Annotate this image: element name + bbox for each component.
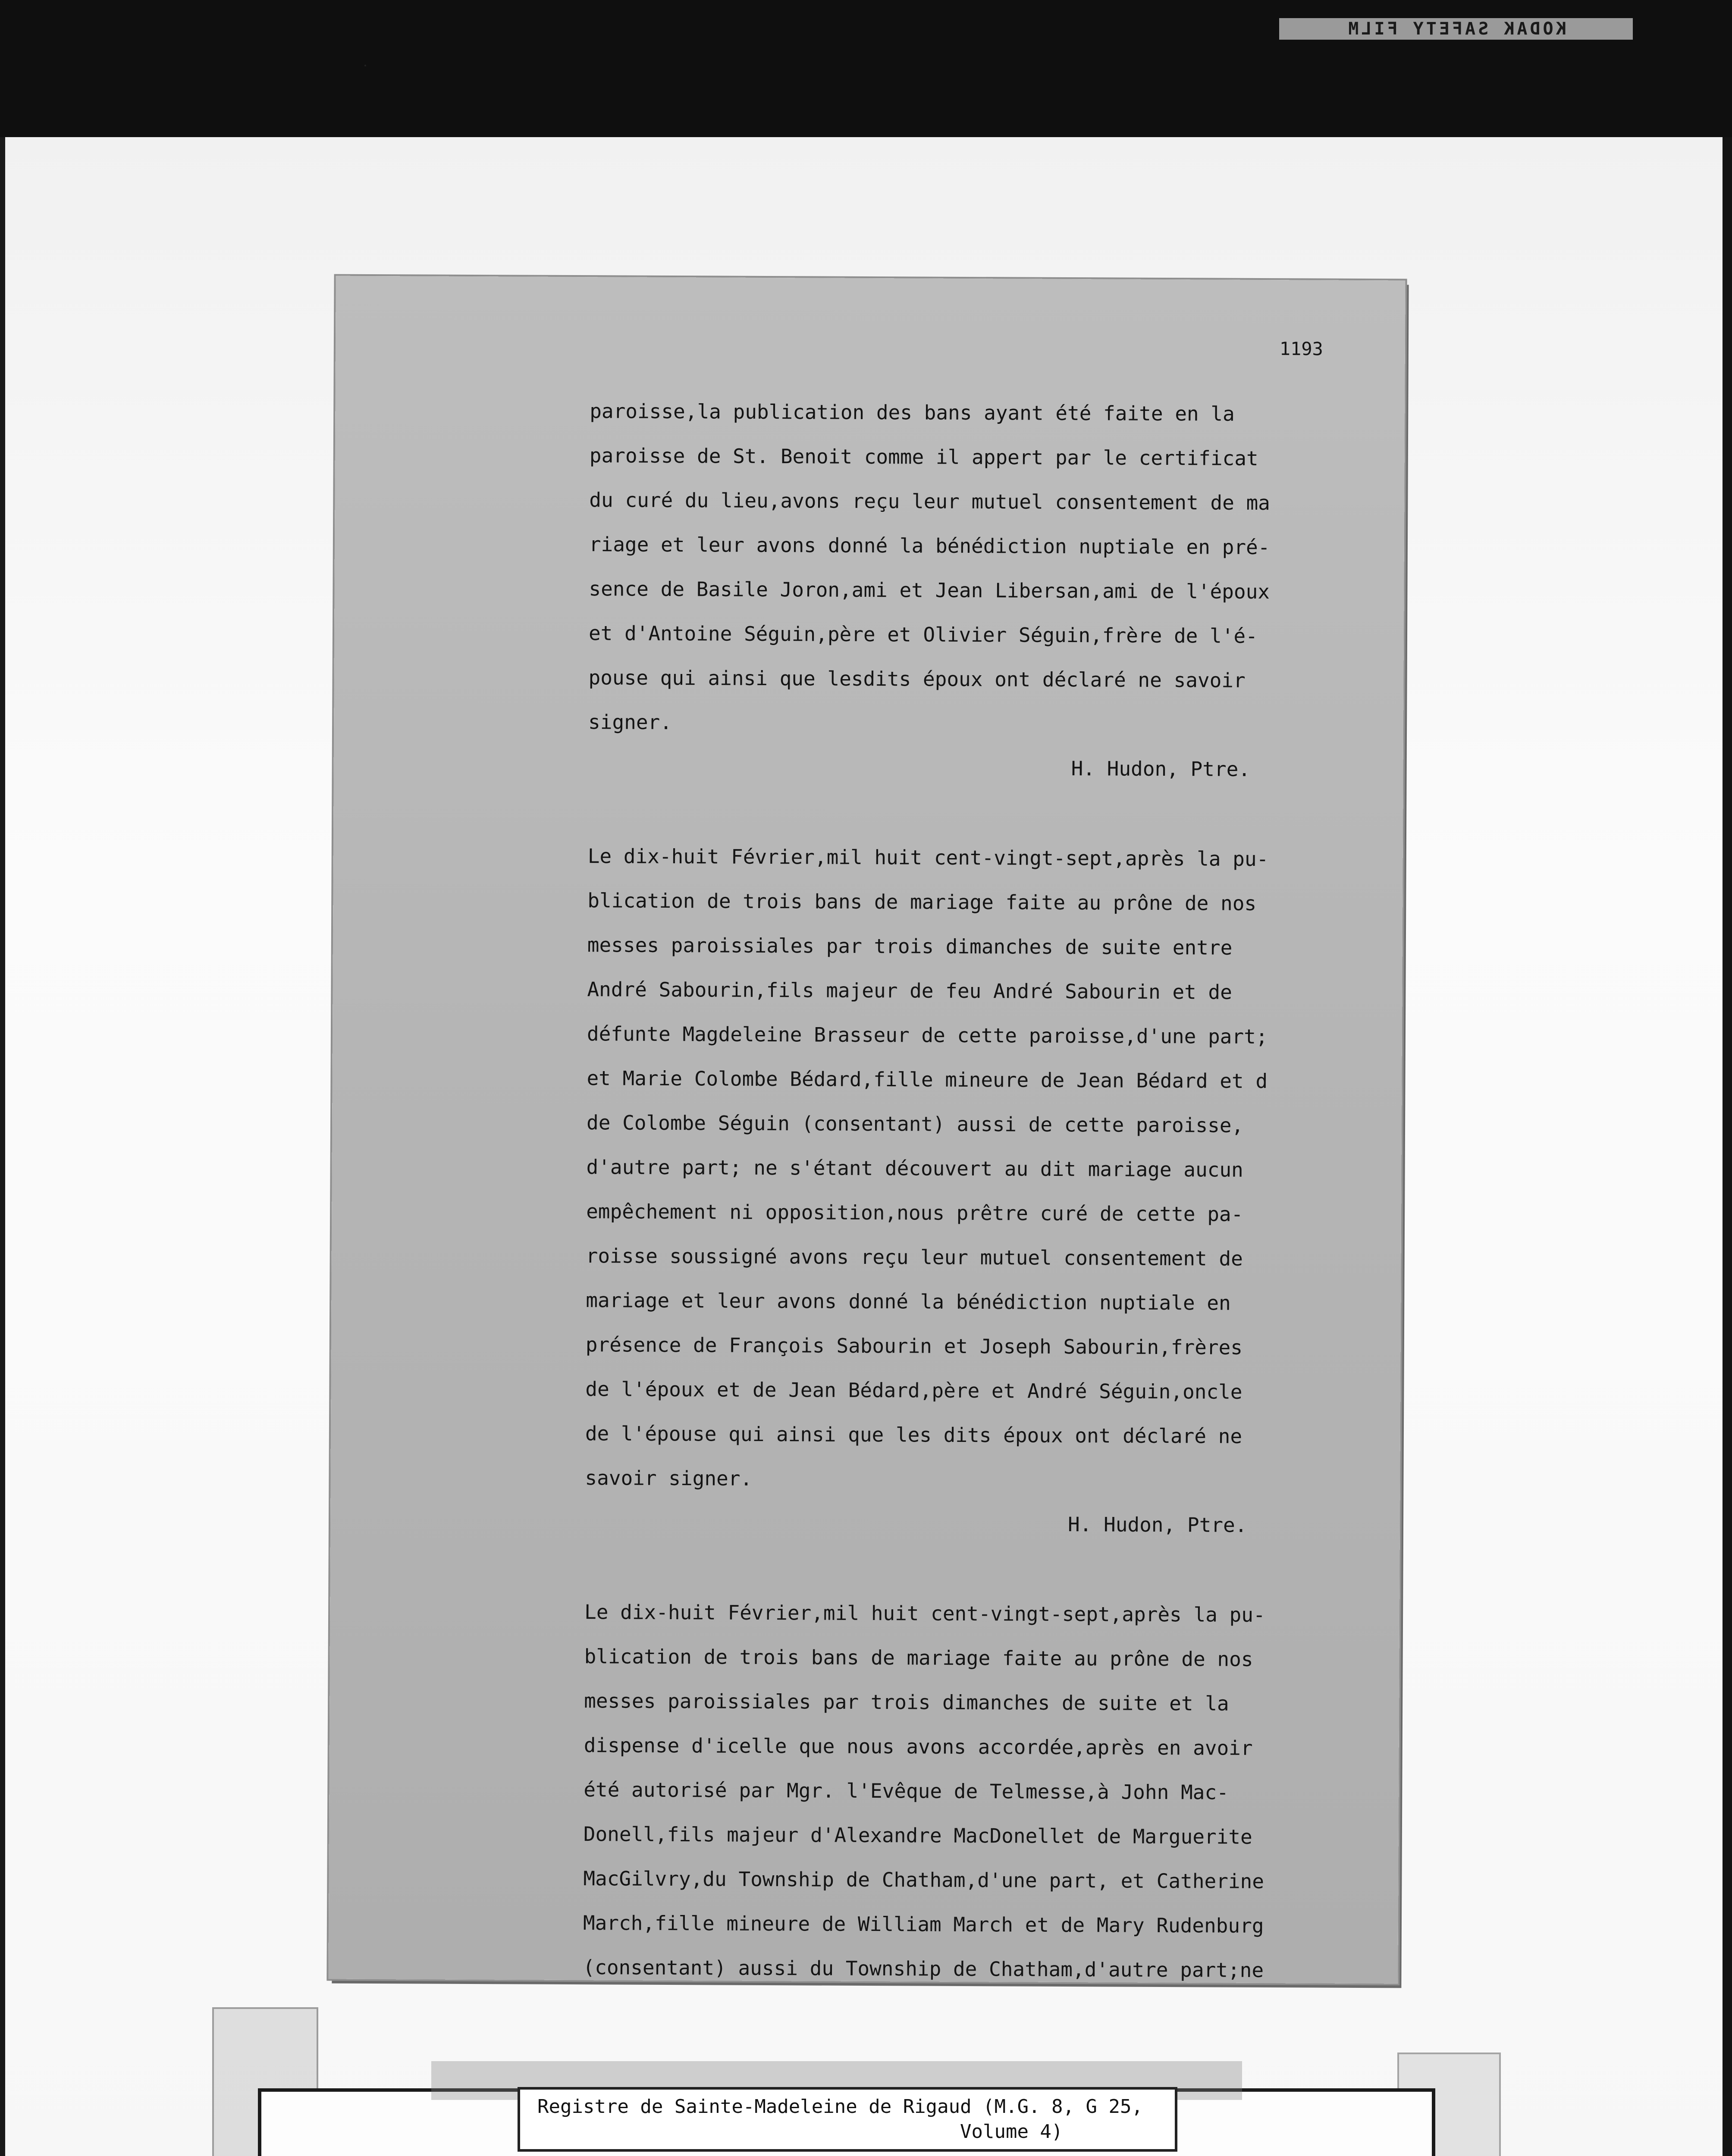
text-line: (consentant) aussi du Township de Chatham,d'autre part;ne bbox=[583, 1955, 1264, 1982]
text-line: messes paroissiales par trois dimanches de suite entre bbox=[587, 933, 1233, 959]
text-line: Le dix-huit Février,mil huit cent-vingt-sept,après la pu- bbox=[584, 1600, 1265, 1627]
text-line: savoir signer. bbox=[585, 1466, 753, 1490]
text-line: March,fille mineure de William March et de Mary Rudenburg bbox=[583, 1911, 1264, 1938]
text-line: blication de trois bans de mariage faite au prône de nos bbox=[587, 889, 1257, 915]
text-line: riage et leur avons donné la bénédiction nuptiale en pré- bbox=[589, 533, 1270, 559]
film-edge-stamp: KODAK SAFETY FILM bbox=[1279, 18, 1633, 40]
signature-line: H. Hudon, Ptre. bbox=[1067, 1513, 1247, 1537]
text-line: du curé du lieu,avons reçu leur mutuel consentement de ma bbox=[589, 488, 1271, 515]
text-line: Le dix-huit Février,mil huit cent-vingt-sept,après la pu- bbox=[587, 844, 1269, 871]
text-line: de Colombe Séguin (consentant) aussi de cette paroisse, bbox=[586, 1111, 1244, 1137]
text-line: présence de François Sabourin et Joseph Sabourin,frères bbox=[585, 1333, 1243, 1359]
text-line: de l'épouse qui ainsi que les dits époux ont déclaré ne bbox=[585, 1422, 1243, 1448]
signature-line: H. Hudon, Ptre. bbox=[1071, 757, 1251, 781]
text-line: paroisse de St. Benoit comme il appert par le certificat bbox=[589, 444, 1258, 470]
text-line: dispense d'icelle que nous avons accordée,après en avoir bbox=[584, 1733, 1253, 1760]
register-label-slip bbox=[518, 2087, 1177, 2152]
text-line: empêchement ni opposition,nous prêtre curé de cette pa- bbox=[586, 1200, 1243, 1226]
film-top-border bbox=[0, 0, 1732, 137]
text-line: MacGilvry,du Township de Chatham,d'une part, et Catherine bbox=[583, 1867, 1264, 1893]
slip-line: Volume 4) bbox=[960, 2121, 1063, 2143]
text-line: signer. bbox=[588, 710, 672, 734]
text-line: blication de trois bans de mariage faite au prône de nos bbox=[584, 1645, 1253, 1671]
text-line: et d'Antoine Séguin,père et Olivier Séguin,frère de l'é- bbox=[588, 621, 1258, 648]
text-line: et Marie Colombe Bédard,fille mineure de Jean Bédard et d bbox=[587, 1066, 1268, 1093]
text-line: paroisse,la publication des bans ayant été faite en la bbox=[590, 399, 1235, 426]
register-text bbox=[583, 389, 1370, 1993]
text-line: messes paroissiales par trois dimanches de suite et la bbox=[584, 1689, 1229, 1715]
text-line: défunte Magdeleine Brasseur de cette paroisse,d'une part; bbox=[587, 1022, 1268, 1049]
text-line: roisse soussigné avons reçu leur mutuel consentement de bbox=[586, 1244, 1243, 1270]
text-line: sence de Basile Joron,ami et Jean Libersan,ami de l'époux bbox=[589, 577, 1270, 604]
dust-speck bbox=[364, 65, 366, 66]
film-right-edge bbox=[1723, 137, 1732, 2156]
text-line: André Sabourin,fils majeur de feu André Sabourin et de bbox=[587, 978, 1233, 1004]
film-left-edge bbox=[0, 137, 5, 2156]
text-line: de l'époux et de Jean Bédard,père et André Séguin,oncle bbox=[585, 1377, 1243, 1404]
text-line: d'autre part; ne s'étant découvert au dit mariage aucun bbox=[586, 1155, 1243, 1181]
text-line: été autorisé par Mgr. l'Evêque de Telmesse,à John Mac- bbox=[584, 1778, 1229, 1804]
slip-line: Registre de Sainte-Madeleine de Rigaud (M.G. 8, G 25, bbox=[537, 2096, 1143, 2118]
register-page bbox=[328, 276, 1405, 1984]
text-line: mariage et leur avons donné la bénédiction nuptiale en bbox=[586, 1288, 1231, 1315]
text-line: pouse qui ainsi que lesdits époux ont déclaré ne savoir bbox=[588, 666, 1246, 692]
page-number: 1193 bbox=[1279, 338, 1324, 360]
text-line: Donell,fils majeur d'Alexandre MacDonellet de Marguerite bbox=[583, 1822, 1252, 1849]
